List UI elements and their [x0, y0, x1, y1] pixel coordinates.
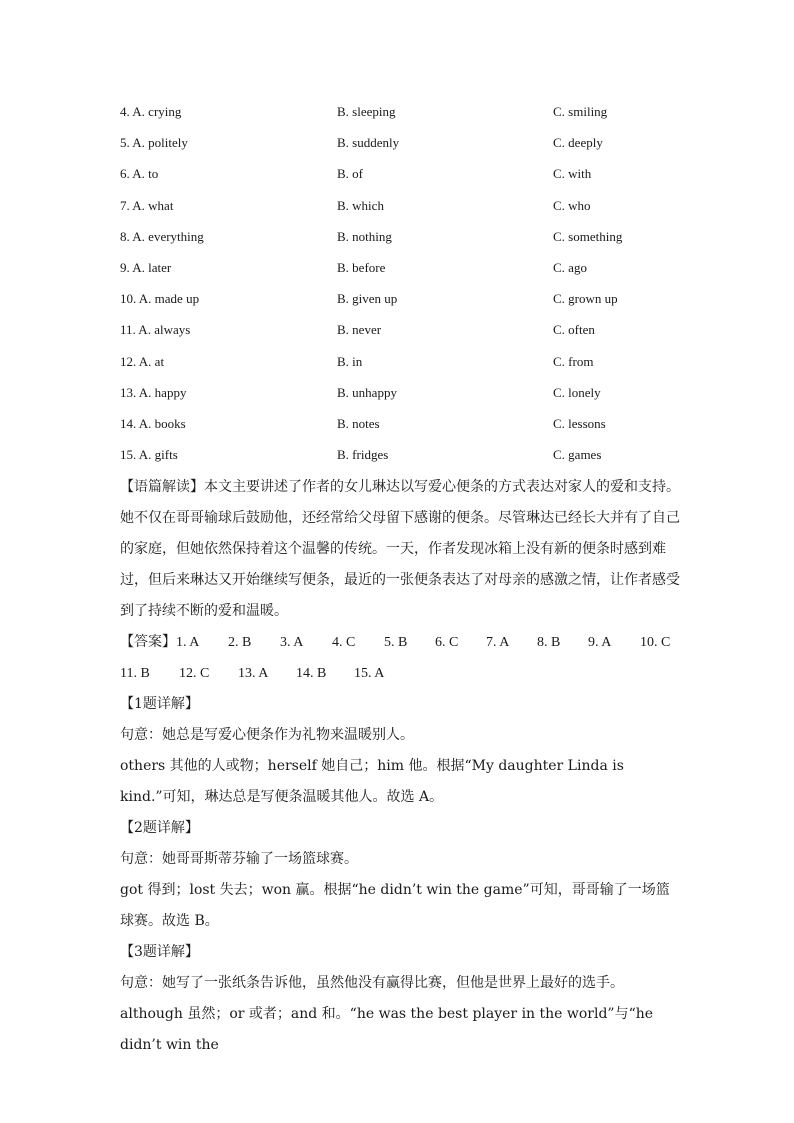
answer-item: 2. B [228, 635, 252, 650]
answer-item: 8. B [537, 635, 561, 650]
option-a: 12. A. at [120, 353, 165, 369]
option-b: B. of [337, 166, 363, 182]
option-b: B. before [337, 259, 386, 275]
answer-row [120, 627, 680, 658]
option-row [120, 100, 680, 131]
option-row [120, 412, 680, 443]
answer-item: 12. C [179, 666, 210, 681]
option-row [120, 131, 680, 162]
option-b: B. in [337, 353, 363, 369]
option-c: C. deeply [553, 135, 603, 151]
option-c: C. grown up [553, 291, 618, 307]
option-c: C. games [553, 447, 602, 463]
detail-heading: 【1题详解】 [120, 696, 199, 712]
detail-meaning: 句意：她写了一张纸条告诉他，虽然他没有赢得比赛，但他是世界上最好的选手。 [120, 975, 624, 991]
option-a: 6. A. to [120, 166, 159, 182]
passage-analysis: 【语篇解读】本文主要讲述了作者的女儿琳达以写爱心便条的方式表达对家人的爱和支持。她不仅在哥哥输球后鼓励他，还经常给父母留下感谢的便条。尽管琳达已经长大并有了自己的家庭，但她依然保持着这个温馨的传统。一天，作者发现冰箱上没有新的便条时感到难过，但后来琳达又开始继续写便条，最近的一张便条表达了对母亲的感激之情，让作者感受到了持续不断的爱和温暖。 [120, 479, 680, 619]
answer-item: 6. C [435, 635, 459, 650]
option-b: B. suddenly [337, 135, 400, 151]
answer-item: 9. A [588, 635, 612, 650]
detail-heading: 【3题详解】 [120, 944, 199, 960]
option-row [120, 381, 680, 412]
option-a: 5. A. politely [120, 135, 188, 151]
option-a: 10. A. made up [120, 291, 200, 307]
answer-item: 13. A [238, 666, 269, 681]
detail-explanation: although 虽然；or 或者；and 和。“he was the best player in the world”与“he didn’t win the [120, 1006, 654, 1053]
detail-explanation: got 得到；lost 失去；won 赢。根据“he didn’t win the game”可知，哥哥输了一场篮球赛。故选 B。 [120, 882, 670, 929]
option-b: B. fridges [337, 447, 389, 463]
option-a: 14. A. books [120, 415, 186, 431]
detail-meaning: 句意：她哥哥斯蒂芬输了一场篮球赛。 [120, 851, 358, 867]
answer-item: 4. C [332, 635, 356, 650]
option-row [120, 350, 680, 381]
option-c: C. with [553, 166, 592, 182]
option-b: B. nothing [337, 228, 392, 244]
answer-item: 3. A [280, 635, 304, 650]
option-a: 9. A. later [120, 259, 172, 275]
option-a: 7. A. what [120, 197, 174, 213]
answer-item: 14. B [296, 666, 327, 681]
detail-heading: 【2题详解】 [120, 820, 199, 836]
answer-item: 15. A [354, 666, 385, 681]
option-b: B. sleeping [337, 104, 396, 119]
option-row [120, 225, 680, 256]
answer-item: 10. C [640, 635, 671, 650]
option-row [120, 287, 680, 318]
option-c: C. lessons [553, 415, 606, 431]
answer-item: 1. A [176, 635, 200, 650]
answer-item: 7. A [486, 635, 510, 650]
answer-label: 【答案】 [120, 635, 176, 650]
options-list [120, 100, 680, 474]
option-a: 11. A. always [120, 322, 191, 338]
detail-meaning: 句意：她总是写爱心便条作为礼物来温暖别人。 [120, 727, 414, 743]
option-c: C. lonely [553, 384, 601, 400]
detail-explanation: others 其他的人或物；herself 她自己；him 他。根据“My daughter Linda is kind.”可知，琳达总是写便条温暖其他人。故选 A。 [120, 758, 624, 805]
option-b: B. given up [337, 291, 398, 307]
option-c: C. from [553, 353, 594, 369]
answer-item: 5. B [384, 635, 408, 650]
option-c: C. something [553, 228, 623, 244]
answer-row [120, 658, 680, 689]
option-b: B. never [337, 322, 382, 338]
answer-item: 11. B [120, 666, 150, 681]
option-c: C. smiling [553, 104, 608, 119]
option-b: B. which [337, 197, 384, 213]
option-b: B. notes [337, 415, 380, 431]
option-a: 4. A. crying [120, 104, 182, 119]
option-row [120, 318, 680, 349]
option-c: C. ago [553, 259, 587, 275]
option-c: C. often [553, 322, 595, 338]
option-a: 8. A. everything [120, 228, 204, 244]
answer-key [120, 627, 680, 689]
explanation-body [120, 472, 680, 1061]
option-c: C. who [553, 197, 591, 213]
option-row [120, 443, 680, 474]
option-row [120, 256, 680, 287]
option-a: 15. A. gifts [120, 447, 178, 463]
option-a: 13. A. happy [120, 384, 187, 400]
option-b: B. unhappy [337, 384, 397, 400]
option-row [120, 162, 680, 193]
option-row [120, 194, 680, 225]
